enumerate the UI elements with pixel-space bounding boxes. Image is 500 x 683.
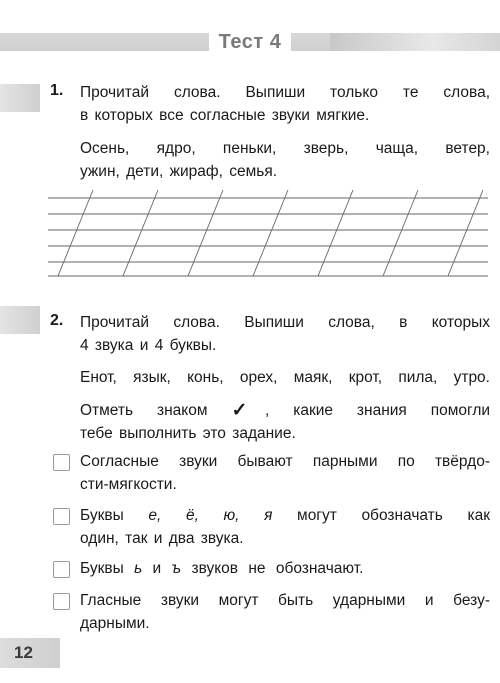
slant-line — [58, 190, 93, 276]
option-2-letters: е, ё, ю, я — [148, 507, 273, 524]
task-1-words-line-1: Осень, ядро, пеньки, зверь, чаща, ветер, — [80, 140, 490, 157]
option-3-line-1 — [80, 557, 490, 580]
task-1-number: 1. — [50, 82, 64, 99]
task-1-words-line-2: ужин, дети, жираф, семья. — [80, 163, 278, 180]
option-3-soft-sign: ь — [134, 560, 143, 577]
writing-area[interactable] — [48, 188, 488, 278]
option-2-checkbox[interactable] — [53, 508, 70, 525]
task-2-tab — [0, 306, 40, 334]
task-2-instruction-line-2: 4 звука и 4 буквы. — [80, 337, 217, 354]
task-2-words: Енот, язык, конь, орех, маяк, крот, пила, утро. — [80, 369, 490, 386]
option-2-line-1 — [80, 504, 490, 527]
option-3-suffix: звуков не обозначают. — [191, 560, 364, 577]
option-2-line-2: один, так и два звука. — [80, 530, 244, 547]
task-2-number: 2. — [50, 312, 64, 329]
slant-line — [383, 190, 418, 276]
slant-line — [253, 190, 288, 276]
page-title — [0, 28, 500, 56]
check-mark-icon: ✓ — [231, 400, 265, 421]
slant-line — [448, 190, 483, 276]
task-2-mark-instruction-line-1 — [80, 399, 490, 422]
option-3-conj: и — [152, 560, 162, 577]
option-3-prefix: Буквы — [80, 560, 124, 577]
option-2-prefix: Буквы — [80, 507, 124, 524]
option-4-checkbox[interactable] — [53, 593, 70, 610]
page-title-text: Тест 4 — [209, 28, 292, 56]
option-4-line-2: дарными. — [80, 615, 150, 632]
slant-line — [123, 190, 158, 276]
task-2-mark-instruction-line-2: тебе выполнить это задание. — [80, 425, 296, 442]
mark-text-start: Отметь знаком — [80, 402, 208, 419]
task-1-instruction-line-1: Прочитай слова. Выпиши только те слова, — [80, 84, 490, 101]
task-1-tab — [0, 84, 40, 112]
mark-text-end: , какие знания помогли — [264, 402, 491, 419]
option-1-checkbox[interactable] — [53, 454, 70, 471]
slant-line — [318, 190, 353, 276]
option-2-suffix: могут обозначать как — [297, 507, 491, 524]
task-2-instruction-line-1: Прочитай слова. Выпиши слова, в которых — [80, 314, 490, 331]
option-1-line-2: сти-мягкости. — [80, 476, 177, 493]
slant-line — [188, 190, 223, 276]
page-number: 12 — [14, 643, 33, 662]
task-1-instruction-line-2: в которых все согласные звуки мягкие. — [80, 107, 370, 124]
option-3-checkbox[interactable] — [53, 561, 70, 578]
option-4-line-1: Гласные звуки могут быть ударными и безу- — [80, 592, 490, 609]
option-3-hard-sign: ъ — [171, 560, 182, 577]
option-1-line-1: Согласные звуки бывают парными по твёрдо- — [80, 453, 490, 470]
